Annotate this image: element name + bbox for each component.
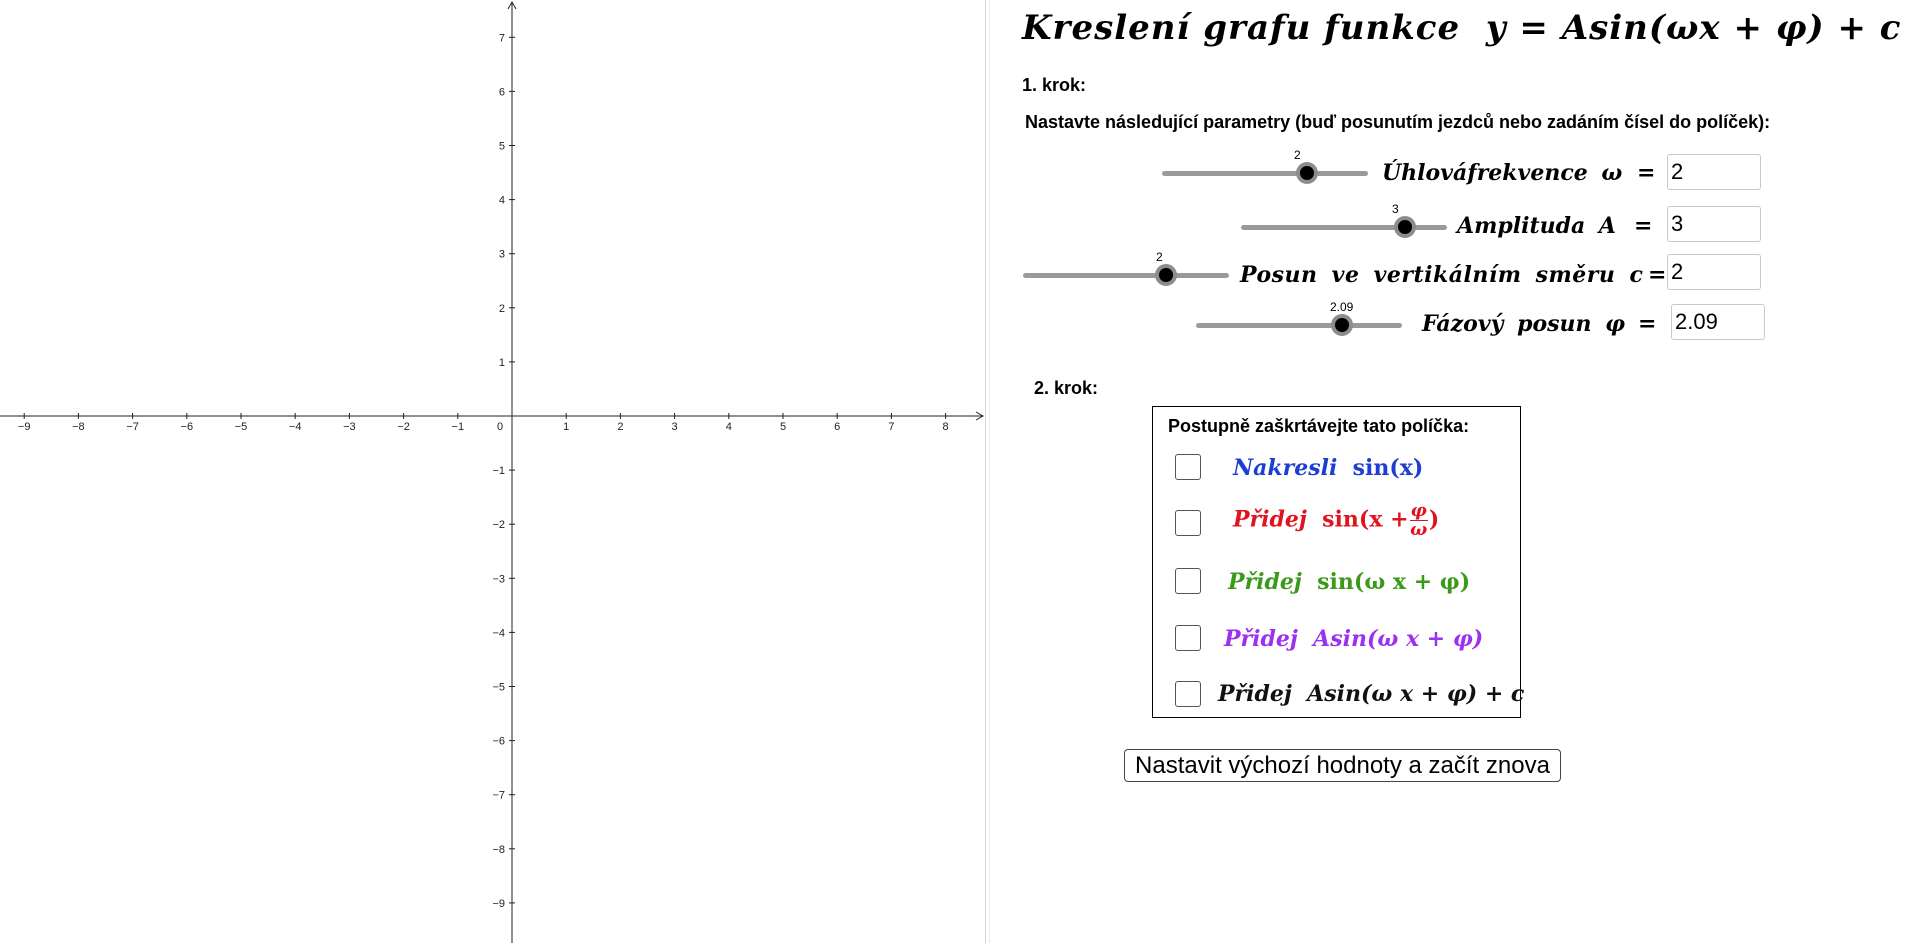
label-expr-3: sin(ω x + φ) [1317,569,1471,595]
shift-label: Posun ve vertikálním směru c [1240,262,1644,288]
omega-label: Úhlováfrekvence ω [1382,160,1623,186]
step1-label: 1. krok: [1022,75,1087,95]
checkbox-label-sin-x [1233,455,1423,481]
checkbox-sin-x-phase-frac[interactable] [1175,510,1201,536]
panel-title: Postupně zaškrtávejte tato políčka: [1168,416,1470,436]
phase-slider-value: 2.09 [1330,300,1354,314]
label-word-5: Přidej [1218,681,1292,707]
checkbox-panel [1152,406,1525,718]
y-tick-label: −3 [492,573,505,586]
phase-label: Fázový posun φ [1422,311,1626,337]
y-tick-label: −2 [492,519,505,532]
y-tick-label: 7 [498,32,505,45]
x-tick-label: 3 [671,421,678,433]
omega-slider-value: 2 [1294,148,1301,162]
x-tick-label: −7 [126,421,139,433]
omega-slider-knob[interactable] [1300,166,1314,180]
label-expr-2-pre: sin(x + [1322,506,1409,533]
step2-label: 2. krok: [1034,378,1099,398]
omega-input[interactable] [1667,154,1761,190]
label-expr-4: Asin(ω x + φ) [1313,626,1484,652]
y-tick-label: 1 [498,356,505,369]
phase-equals: = [1638,311,1657,337]
x-tick-label: −8 [72,421,85,433]
shift-slider-value: 2 [1156,250,1163,264]
y-tick-label: −7 [492,789,505,802]
x-tick-label: 5 [779,421,787,433]
label-word-4: Přidej [1224,626,1298,652]
x-tick-label: −6 [180,421,194,433]
label-word-2: Přidej [1233,506,1307,533]
checkbox-a-sin-omega-x-phase[interactable] [1175,625,1201,651]
view-divider-shadow [989,0,990,943]
x-tick-label: 4 [725,421,732,433]
x-tick-label: 1 [563,421,570,433]
reset-button[interactable]: Nastavit výchozí hodnoty a začít znova [1124,749,1561,782]
checkbox-full-function[interactable] [1175,681,1201,707]
shift-input[interactable] [1667,254,1761,290]
amplitude-slider-value: 3 [1392,202,1399,216]
label-word-1: Nakresli [1233,455,1338,481]
x-tick-label: −2 [397,421,410,433]
origin-label: 0 [496,421,504,433]
checkbox-label-sin-omega-x-phase [1228,569,1470,595]
amplitude-equals: = [1634,213,1653,239]
y-tick-label: −8 [492,843,505,856]
x-tick-label: 2 [617,421,624,433]
y-tick-label: −1 [492,465,505,478]
y-tick-label: −5 [492,681,505,694]
checkbox-sin-x[interactable] [1175,454,1201,480]
x-tick-label: −9 [17,421,31,433]
x-tick-label: 8 [942,421,949,433]
y-tick-label: −6 [492,735,505,748]
y-tick-label: 5 [498,140,505,153]
y-tick-label: 2 [498,302,505,315]
checkbox-sin-omega-x-phase[interactable] [1175,568,1201,594]
amplitude-label: Amplituda A [1457,213,1616,239]
x-tick-label: 7 [888,421,895,433]
title-prefix: Kreslení grafu funkce [1022,8,1461,48]
y-tick-label: −4 [492,627,505,640]
title-formula: y = Asin(ωx + φ) + c [1485,8,1902,48]
amplitude-input[interactable] [1667,206,1761,242]
phase-slider-track[interactable] [1196,323,1402,328]
amplitude-slider-track[interactable] [1241,225,1447,230]
y-tick-label: 4 [498,194,505,207]
view-divider[interactable] [985,0,986,943]
x-tick-label: −3 [343,421,356,433]
x-tick-label: 6 [834,421,841,433]
x-tick-label: −5 [234,421,248,433]
step1-instruction: Nastavte následující parametry (buď posunutím jezdců nebo zadáním čísel do políček): [1025,112,1771,132]
shift-equals: = [1648,262,1667,288]
checkbox-label-full-function [1218,681,1524,707]
shift-slider-knob[interactable] [1159,268,1173,282]
label-expr-2-post: ) [1428,506,1440,533]
x-tick-label: −1 [451,421,465,433]
fraction-denominator: ω [1410,519,1428,540]
phase-slider-knob[interactable] [1335,318,1349,332]
phase-fraction [1410,502,1428,539]
checkbox-label-a-sin-omega-x-phase [1224,626,1483,652]
page-title [1022,8,1902,48]
shift-slider-track[interactable] [1023,273,1229,278]
label-expr-1: sin(x) [1352,455,1424,481]
label-word-3: Přidej [1228,569,1302,595]
y-tick-label: 3 [498,248,505,261]
omega-equals: = [1637,160,1656,186]
fraction-numerator: φ [1410,500,1427,521]
checkbox-label-sin-x-phase-frac [1233,502,1439,539]
y-tick-label: −9 [492,897,505,910]
x-tick-label: −4 [288,421,302,433]
omega-slider-track[interactable] [1162,171,1368,176]
y-tick-label: 6 [498,86,505,99]
phase-input[interactable] [1671,304,1765,340]
label-expr-5: Asin(ω x + φ) + c [1307,681,1525,707]
amplitude-slider-knob[interactable] [1398,220,1412,234]
